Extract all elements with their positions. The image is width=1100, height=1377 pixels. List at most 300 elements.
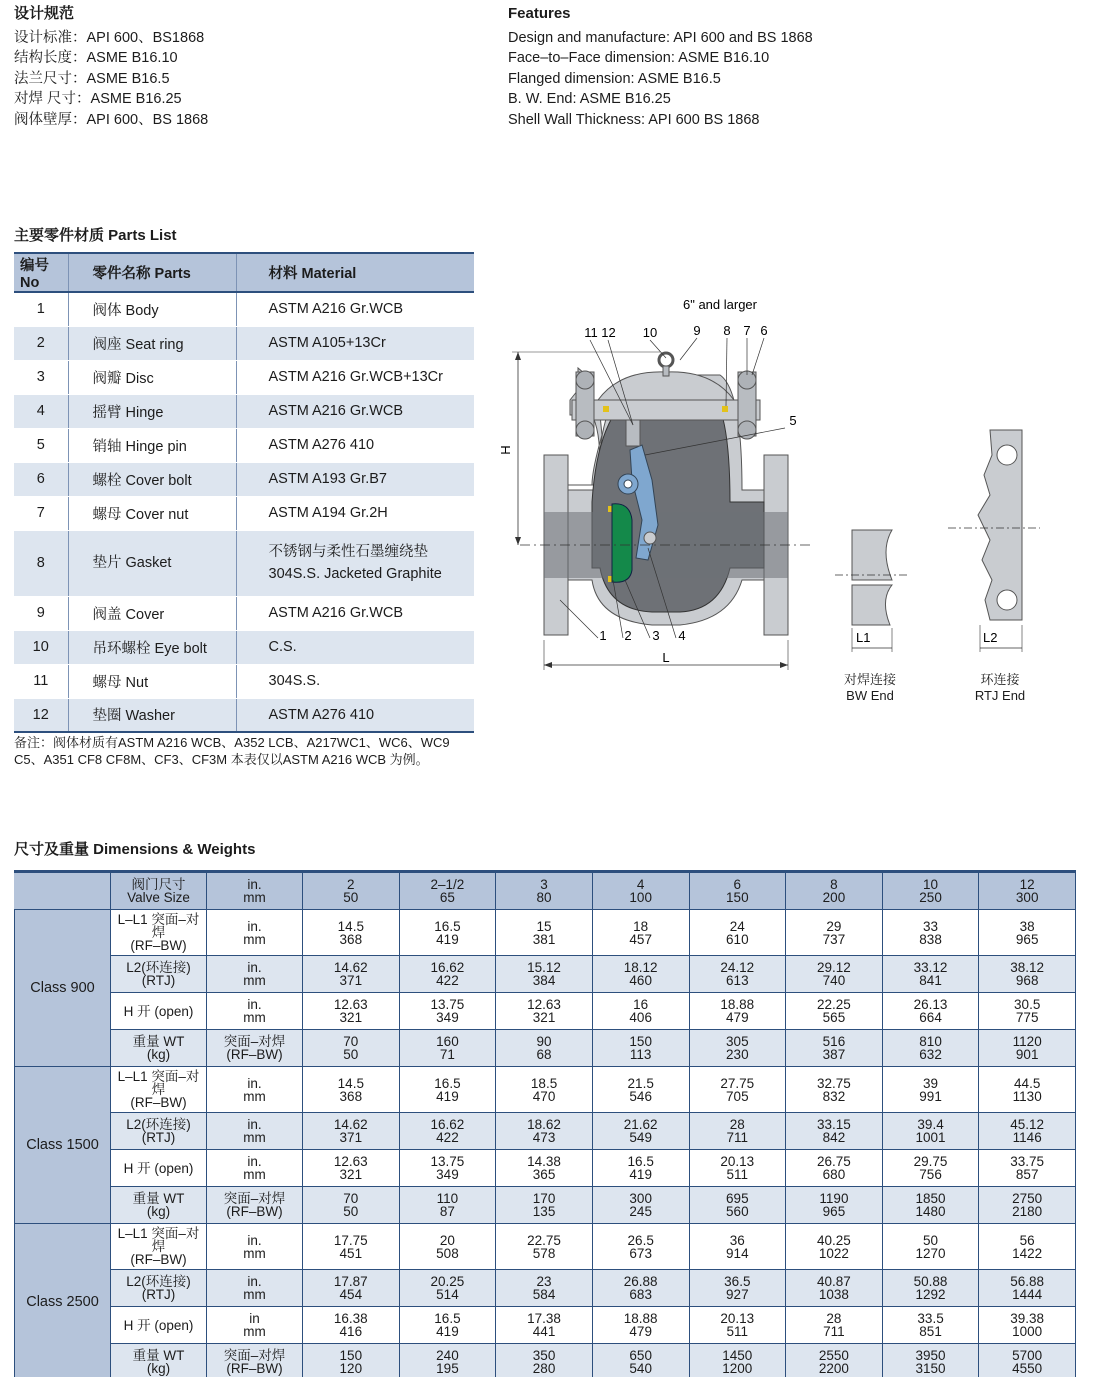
dims-cell bbox=[303, 993, 400, 1030]
dims-value-mm: 50 bbox=[343, 1047, 359, 1062]
dims-value-mm: 968 bbox=[1015, 973, 1039, 988]
dims-value-in: 12.63 bbox=[527, 997, 561, 1012]
part-material-line: ASTM A216 Gr.WCB bbox=[268, 301, 404, 318]
dims-cell bbox=[786, 1067, 883, 1113]
dims-cell bbox=[882, 1344, 979, 1377]
dims-value-in: 150 bbox=[629, 1034, 652, 1049]
dims-value-mm: 664 bbox=[919, 1010, 942, 1025]
parts-row bbox=[14, 462, 474, 496]
dims-cell bbox=[303, 1113, 400, 1150]
dims-row-unit bbox=[207, 1187, 303, 1224]
dims-value-in: 23 bbox=[536, 1274, 552, 1289]
dims-cell bbox=[496, 1067, 593, 1113]
dims-header-label bbox=[111, 872, 207, 910]
parts-header-material: 材料 Material bbox=[236, 253, 474, 292]
dims-value-mm: 613 bbox=[726, 973, 749, 988]
dims-value-in: 13.75 bbox=[430, 1154, 465, 1169]
swing-check-valve-drawing bbox=[480, 280, 1080, 710]
parts-row bbox=[14, 664, 474, 698]
dims-value-in: 22.25 bbox=[817, 997, 851, 1012]
dims-cell bbox=[882, 956, 979, 993]
dims-cell bbox=[882, 993, 979, 1030]
dims-value-mm: 560 bbox=[726, 1204, 749, 1219]
dims-row bbox=[15, 1224, 1076, 1270]
parts-row bbox=[14, 326, 474, 360]
dims-cell bbox=[689, 1224, 786, 1270]
dims-cell bbox=[592, 993, 689, 1030]
callout-9: 9 bbox=[693, 323, 701, 338]
part-name: 阀座 Seat ring bbox=[68, 326, 236, 360]
dims-cell bbox=[786, 1224, 883, 1270]
part-material bbox=[236, 428, 474, 462]
dims-row-unit-line: (RF–BW) bbox=[226, 1204, 283, 1219]
dims-value-mm: 419 bbox=[629, 1167, 652, 1182]
dims-value-in: 16.38 bbox=[333, 1311, 368, 1326]
dims-value-in: 33.12 bbox=[913, 960, 948, 975]
part-material-line: ASTM A193 Gr.B7 bbox=[268, 471, 387, 487]
dims-value-in: 39.38 bbox=[1010, 1311, 1045, 1326]
dims-value-mm: 610 bbox=[726, 931, 749, 947]
dims-row-label-line: H 开 (open) bbox=[123, 1317, 194, 1333]
dims-cell bbox=[399, 1187, 496, 1224]
dims-row-unit-line: in. bbox=[247, 918, 262, 934]
dims-cell bbox=[882, 1270, 979, 1307]
size-in: 12 bbox=[1019, 877, 1035, 892]
dims-cell bbox=[979, 910, 1076, 956]
dims-cell bbox=[303, 1150, 400, 1187]
dims-value-in: 24 bbox=[729, 918, 745, 934]
part-material bbox=[236, 394, 474, 428]
dims-row-label-line: L2(环连接) bbox=[126, 1274, 191, 1289]
dims-value-mm: 419 bbox=[436, 1088, 459, 1104]
part-no: 2 bbox=[14, 326, 68, 360]
dims-header-blank bbox=[15, 872, 111, 910]
feature-line: B. W. End: ASME B16.25 bbox=[508, 91, 671, 107]
dims-row-unit bbox=[207, 1307, 303, 1344]
dims-value-mm: 368 bbox=[339, 931, 363, 947]
dims-value-in: 12.63 bbox=[333, 1154, 368, 1169]
dims-row bbox=[15, 1067, 1076, 1113]
part-material-line: 304S.S. bbox=[268, 673, 321, 689]
part-material-line: 不锈钢与柔性石墨缠绕垫 bbox=[268, 544, 428, 560]
parts-list-table bbox=[14, 252, 474, 733]
dims-cell bbox=[979, 1067, 1076, 1113]
valve-size-en: Valve Size bbox=[127, 890, 190, 905]
dims-value-mm: 832 bbox=[822, 1088, 846, 1104]
dims-value-mm: 1001 bbox=[915, 1130, 946, 1145]
dims-row-label bbox=[111, 1270, 207, 1307]
size-mm: 65 bbox=[439, 890, 455, 905]
dims-value-in: 21.5 bbox=[627, 1075, 654, 1091]
dims-value-in: 16.5 bbox=[627, 1154, 654, 1169]
bw-end-detail bbox=[835, 530, 910, 652]
dims-cell bbox=[689, 956, 786, 993]
dims-row-label-line: H 开 (open) bbox=[123, 1160, 194, 1176]
dims-cell bbox=[399, 1307, 496, 1344]
dims-value-mm: 838 bbox=[919, 931, 942, 947]
dims-value-in: 56 bbox=[1019, 1232, 1035, 1248]
dims-cell bbox=[786, 1113, 883, 1150]
dims-value-mm: 457 bbox=[629, 931, 652, 947]
dims-value-mm: 1146 bbox=[1012, 1130, 1042, 1145]
dims-value-in: 39.4 bbox=[917, 1117, 944, 1132]
dims-cell bbox=[979, 993, 1076, 1030]
dims-value-mm: 419 bbox=[436, 931, 459, 947]
dims-value-mm: 2180 bbox=[1012, 1204, 1043, 1219]
dims-value-mm: 842 bbox=[822, 1130, 846, 1145]
dims-value-mm: 479 bbox=[726, 1010, 749, 1025]
dims-value-in: 30.5 bbox=[1014, 997, 1041, 1012]
part-no: 3 bbox=[14, 360, 68, 394]
dims-cell bbox=[303, 956, 400, 993]
dims-cell bbox=[303, 1270, 400, 1307]
dims-value-mm: 511 bbox=[726, 1167, 749, 1182]
dims-row-unit bbox=[207, 910, 303, 956]
dims-value-in: 33.5 bbox=[917, 1311, 944, 1326]
parts-row bbox=[14, 596, 474, 630]
dims-cell bbox=[786, 1187, 883, 1224]
dims-value-mm: 387 bbox=[822, 1047, 846, 1062]
dims-value-in: 15.12 bbox=[527, 960, 561, 975]
dims-value-in: 2550 bbox=[818, 1347, 849, 1363]
size-col bbox=[496, 872, 593, 910]
dims-value-mm: 711 bbox=[726, 1130, 749, 1145]
pressure-class: Class 2500 bbox=[15, 1224, 111, 1377]
dims-row-label-line: 重量 WT bbox=[132, 1191, 185, 1206]
dims-value-mm: 565 bbox=[822, 1010, 846, 1025]
dims-value-in: 14.5 bbox=[337, 1075, 364, 1091]
dims-row-unit bbox=[207, 1030, 303, 1067]
dims-cell bbox=[979, 1187, 1076, 1224]
dims-row-unit-line: in. bbox=[247, 1232, 262, 1248]
callout-3: 3 bbox=[652, 628, 660, 643]
part-material bbox=[236, 630, 474, 664]
dims-value-mm: 441 bbox=[532, 1324, 556, 1339]
part-no: 1 bbox=[14, 292, 68, 326]
pressure-class: Class 900 bbox=[15, 910, 111, 1067]
dims-value-in: 240 bbox=[436, 1347, 459, 1363]
size-mm: 200 bbox=[822, 890, 846, 905]
dims-row-label-line: (kg) bbox=[146, 1047, 171, 1062]
dims-value-mm: 1480 bbox=[915, 1204, 946, 1219]
dims-value-in: 14.38 bbox=[527, 1154, 561, 1169]
dims-cell bbox=[882, 1113, 979, 1150]
dims-cell bbox=[592, 1067, 689, 1113]
dims-cell bbox=[786, 1307, 883, 1344]
part-material-line: ASTM A216 Gr.WCB bbox=[268, 605, 404, 621]
dims-value-in: 18.88 bbox=[623, 1311, 658, 1326]
dims-value-in: 305 bbox=[726, 1034, 749, 1049]
dims-row-label bbox=[111, 1344, 207, 1377]
feature-line: Flanged dimension: ASME B16.5 bbox=[508, 70, 721, 87]
dims-value-in: 17.75 bbox=[333, 1232, 368, 1248]
part-material bbox=[236, 664, 474, 698]
rtj-end-caption-en: RTJ End bbox=[974, 688, 1026, 703]
dims-cell bbox=[496, 993, 593, 1030]
size-col bbox=[399, 872, 496, 910]
dims-value-mm: 508 bbox=[436, 1245, 459, 1261]
dims-cell bbox=[592, 1187, 689, 1224]
part-no: 10 bbox=[14, 630, 68, 664]
dims-value-in: 20 bbox=[439, 1232, 455, 1248]
dims-row-label bbox=[111, 1113, 207, 1150]
dims-value-mm: 1200 bbox=[722, 1360, 753, 1376]
dims-value-in: 38 bbox=[1019, 918, 1035, 934]
dims-value-mm: 901 bbox=[1015, 1047, 1039, 1062]
dims-row bbox=[15, 1187, 1076, 1224]
dims-value-mm: 514 bbox=[436, 1287, 459, 1302]
dims-value-mm: 711 bbox=[823, 1324, 845, 1339]
dims-value-in: 29 bbox=[826, 918, 842, 934]
dims-row-unit bbox=[207, 956, 303, 993]
dims-cell bbox=[496, 1307, 593, 1344]
dims-value-in: 70 bbox=[343, 1191, 359, 1206]
dims-value-mm: 3150 bbox=[915, 1360, 946, 1376]
rtj-end-caption bbox=[965, 672, 1035, 704]
dims-value-mm: 451 bbox=[339, 1245, 363, 1261]
dims-value-in: 13.75 bbox=[430, 997, 465, 1012]
dims-cell bbox=[496, 1270, 593, 1307]
callout-2: 2 bbox=[624, 628, 632, 643]
callout-6: 6 bbox=[760, 323, 768, 338]
dims-cell bbox=[592, 1150, 689, 1187]
size-mm: 250 bbox=[919, 890, 942, 905]
dims-value-in: 50.88 bbox=[913, 1274, 948, 1289]
dims-row bbox=[15, 993, 1076, 1030]
dims-value-in: 18.62 bbox=[527, 1117, 561, 1132]
dims-value-in: 40.87 bbox=[817, 1274, 851, 1289]
dims-value-mm: 349 bbox=[436, 1010, 459, 1025]
dims-value-in: 29.75 bbox=[913, 1154, 948, 1169]
dims-row-label-line: (kg) bbox=[146, 1204, 171, 1219]
dims-value-mm: 578 bbox=[532, 1245, 556, 1261]
dims-cell bbox=[882, 1224, 979, 1270]
dims-value-mm: 756 bbox=[919, 1167, 942, 1182]
part-no: 4 bbox=[14, 394, 68, 428]
dims-value-mm: 470 bbox=[532, 1088, 556, 1104]
pressure-class: Class 1500 bbox=[15, 1067, 111, 1224]
dims-value-in: 56.88 bbox=[1010, 1274, 1045, 1289]
dims-row-unit-line: mm bbox=[243, 1130, 266, 1145]
dims-value-mm: 1130 bbox=[1012, 1088, 1042, 1104]
parts-row bbox=[14, 428, 474, 462]
part-name: 吊环螺栓 Eye bolt bbox=[68, 630, 236, 664]
size-in: 2 bbox=[347, 877, 355, 892]
callout-7: 7 bbox=[743, 323, 751, 338]
dims-value-in: 36.5 bbox=[724, 1274, 751, 1289]
dims-value-mm: 546 bbox=[629, 1088, 652, 1104]
dims-value-mm: 965 bbox=[1015, 931, 1039, 947]
part-material-line: ASTM A276 410 bbox=[268, 437, 375, 453]
part-material bbox=[236, 596, 474, 630]
part-no: 6 bbox=[14, 462, 68, 496]
callout-5: 5 bbox=[789, 413, 797, 428]
dims-row-label bbox=[111, 1307, 207, 1344]
dims-cell bbox=[399, 1067, 496, 1113]
feature-line: Design and manufacture: API 600 and BS 1868 bbox=[508, 29, 813, 46]
dims-row-unit bbox=[207, 993, 303, 1030]
dims-row-label-line: L2(环连接) bbox=[126, 960, 191, 975]
dims-value-mm: 1270 bbox=[915, 1245, 946, 1261]
dims-value-in: 16.62 bbox=[430, 1117, 465, 1132]
dims-value-mm: 4550 bbox=[1012, 1360, 1043, 1376]
dims-cell bbox=[399, 1150, 496, 1187]
parts-note-line: C5、A351 CF8 CF8M、CF3、CF3M 本表仅以ASTM A216 WCB 为例。 bbox=[14, 752, 429, 767]
part-material-line: ASTM A216 Gr.WCB bbox=[268, 403, 404, 419]
dims-cell bbox=[496, 1344, 593, 1377]
dims-cell bbox=[882, 1030, 979, 1067]
dims-row-unit bbox=[207, 1224, 303, 1270]
part-no: 7 bbox=[14, 496, 68, 530]
dims-value-mm: 927 bbox=[726, 1287, 749, 1302]
dims-row-label bbox=[111, 1187, 207, 1224]
dims-cell bbox=[496, 1030, 593, 1067]
dims-row-unit-line: mm bbox=[243, 1167, 266, 1182]
dims-value-mm: 371 bbox=[339, 973, 363, 988]
dims-value-in: 20.25 bbox=[430, 1274, 465, 1289]
dims-cell bbox=[882, 1067, 979, 1113]
dimensions-title: 尺寸及重量 Dimensions & Weights bbox=[14, 841, 256, 858]
dims-value-mm: 321 bbox=[339, 1167, 363, 1182]
dims-cell bbox=[303, 1030, 400, 1067]
dims-value-mm: 368 bbox=[339, 1088, 363, 1104]
dims-value-in: 350 bbox=[532, 1347, 556, 1363]
dims-row-label bbox=[111, 1067, 207, 1113]
part-material bbox=[236, 496, 474, 530]
dims-value-mm: 1038 bbox=[818, 1287, 849, 1302]
dims-value-in: 39 bbox=[923, 1075, 939, 1091]
dims-value-in: 38.12 bbox=[1010, 960, 1045, 975]
dims-value-mm: 841 bbox=[919, 973, 942, 988]
dims-cell bbox=[303, 1307, 400, 1344]
dims-cell bbox=[979, 1307, 1076, 1344]
part-no: 9 bbox=[14, 596, 68, 630]
part-no: 8 bbox=[14, 530, 68, 596]
dims-value-in: 16 bbox=[633, 997, 649, 1012]
part-material-line: ASTM A216 Gr.WCB+13Cr bbox=[268, 369, 443, 385]
dims-row bbox=[15, 1344, 1076, 1377]
rtj-end-caption-cn: 环连接 bbox=[980, 672, 1020, 687]
size-in: 2–1/2 bbox=[430, 877, 465, 892]
dims-cell bbox=[882, 910, 979, 956]
dims-cell bbox=[399, 1113, 496, 1150]
dims-row-unit-line: in. bbox=[247, 997, 262, 1012]
part-name: 螺母 Cover nut bbox=[68, 496, 236, 530]
dims-row-unit-line: mm bbox=[243, 1287, 266, 1302]
callout-11-12: 11 12 bbox=[584, 325, 616, 340]
dims-row-unit-line: (RF–BW) bbox=[226, 1360, 283, 1376]
dims-cell bbox=[592, 956, 689, 993]
design-standards-cn-title: 设计规范 bbox=[14, 5, 75, 22]
dims-row-label-line: L–L1 突面–对焊 bbox=[117, 1069, 200, 1097]
dims-value-mm: 1292 bbox=[915, 1287, 946, 1302]
dim-l1-label: L1 bbox=[856, 630, 871, 645]
dims-row-label-line: (RTJ) bbox=[141, 1130, 176, 1145]
dimensions-table bbox=[14, 870, 1076, 1377]
dims-value-mm: 1422 bbox=[1012, 1245, 1043, 1261]
part-material bbox=[236, 360, 474, 394]
dims-value-in: 15 bbox=[536, 918, 552, 934]
dims-value-mm: 584 bbox=[532, 1287, 556, 1302]
dims-value-in: 14.62 bbox=[333, 1117, 368, 1132]
dim-l2-label: L2 bbox=[983, 630, 998, 645]
dims-row-unit-line: mm bbox=[243, 931, 266, 947]
dims-value-mm: 381 bbox=[532, 931, 556, 947]
dims-value-in: 40.25 bbox=[817, 1232, 851, 1248]
bw-end-caption-cn: 对焊连接 bbox=[843, 672, 896, 687]
dims-value-in: 18 bbox=[633, 918, 649, 934]
design-standards-cn bbox=[14, 4, 208, 130]
dims-value-in: 18.88 bbox=[720, 997, 755, 1012]
dims-value-in: 2750 bbox=[1012, 1191, 1043, 1206]
dims-value-mm: 419 bbox=[436, 1324, 459, 1339]
parts-header-name: 零件名称 Parts bbox=[68, 253, 236, 292]
dims-cell bbox=[882, 1150, 979, 1187]
dims-value-mm: 914 bbox=[726, 1245, 749, 1261]
unit-in: in. bbox=[247, 877, 262, 892]
parts-note bbox=[14, 734, 484, 768]
size-in: 4 bbox=[636, 877, 645, 892]
part-name: 销轴 Hinge pin bbox=[68, 428, 236, 462]
dims-value-mm: 280 bbox=[532, 1360, 556, 1376]
dims-cell bbox=[592, 1344, 689, 1377]
dims-cell bbox=[399, 1270, 496, 1307]
dims-value-mm: 511 bbox=[726, 1324, 749, 1339]
dims-value-in: 32.75 bbox=[817, 1075, 851, 1091]
dims-value-in: 17.87 bbox=[333, 1274, 368, 1289]
dims-value-in: 12.63 bbox=[333, 997, 368, 1012]
dims-value-mm: 113 bbox=[629, 1047, 652, 1062]
dims-value-in: 22.75 bbox=[527, 1232, 561, 1248]
parts-row bbox=[14, 292, 474, 326]
size-col bbox=[786, 872, 883, 910]
dims-value-in: 1850 bbox=[915, 1191, 946, 1206]
dims-cell bbox=[786, 1030, 883, 1067]
dims-value-in: 16.62 bbox=[430, 960, 465, 975]
part-material-line: ASTM A276 410 bbox=[268, 706, 375, 723]
dims-cell bbox=[592, 1307, 689, 1344]
dims-cell bbox=[979, 1150, 1076, 1187]
dims-value-in: 1120 bbox=[1012, 1034, 1042, 1049]
dims-row-unit bbox=[207, 1067, 303, 1113]
size-mm: 50 bbox=[343, 890, 359, 905]
dims-cell bbox=[399, 910, 496, 956]
part-name: 垫片 Gasket bbox=[68, 530, 236, 596]
rtj-end-detail bbox=[948, 430, 1040, 652]
dims-header-row bbox=[15, 872, 1076, 910]
dims-value-mm: 245 bbox=[629, 1204, 652, 1219]
part-material bbox=[236, 530, 474, 596]
dims-value-in: 33.75 bbox=[1010, 1154, 1045, 1169]
parts-row bbox=[14, 360, 474, 394]
dims-row-unit-line: mm bbox=[243, 1010, 266, 1025]
dims-row-unit-line: in. bbox=[247, 1154, 262, 1169]
callout-8: 8 bbox=[723, 323, 731, 338]
dims-value-in: 14.5 bbox=[337, 918, 364, 934]
dims-value-in: 650 bbox=[629, 1347, 652, 1363]
dims-value-in: 1190 bbox=[819, 1191, 849, 1206]
dims-row-label-line: L–L1 突面–对焊 bbox=[117, 1226, 200, 1254]
dims-value-in: 70 bbox=[343, 1034, 359, 1049]
spec-cn-line: 对焊 尺寸：ASME B16.25 bbox=[14, 91, 182, 107]
dims-value-mm: 321 bbox=[532, 1010, 556, 1025]
dims-cell bbox=[786, 1344, 883, 1377]
dims-row bbox=[15, 1307, 1076, 1344]
callout-1: 1 bbox=[599, 628, 607, 643]
part-no: 11 bbox=[14, 664, 68, 698]
dims-cell bbox=[592, 1030, 689, 1067]
dims-row-label-line: (RF–BW) bbox=[130, 1095, 187, 1110]
